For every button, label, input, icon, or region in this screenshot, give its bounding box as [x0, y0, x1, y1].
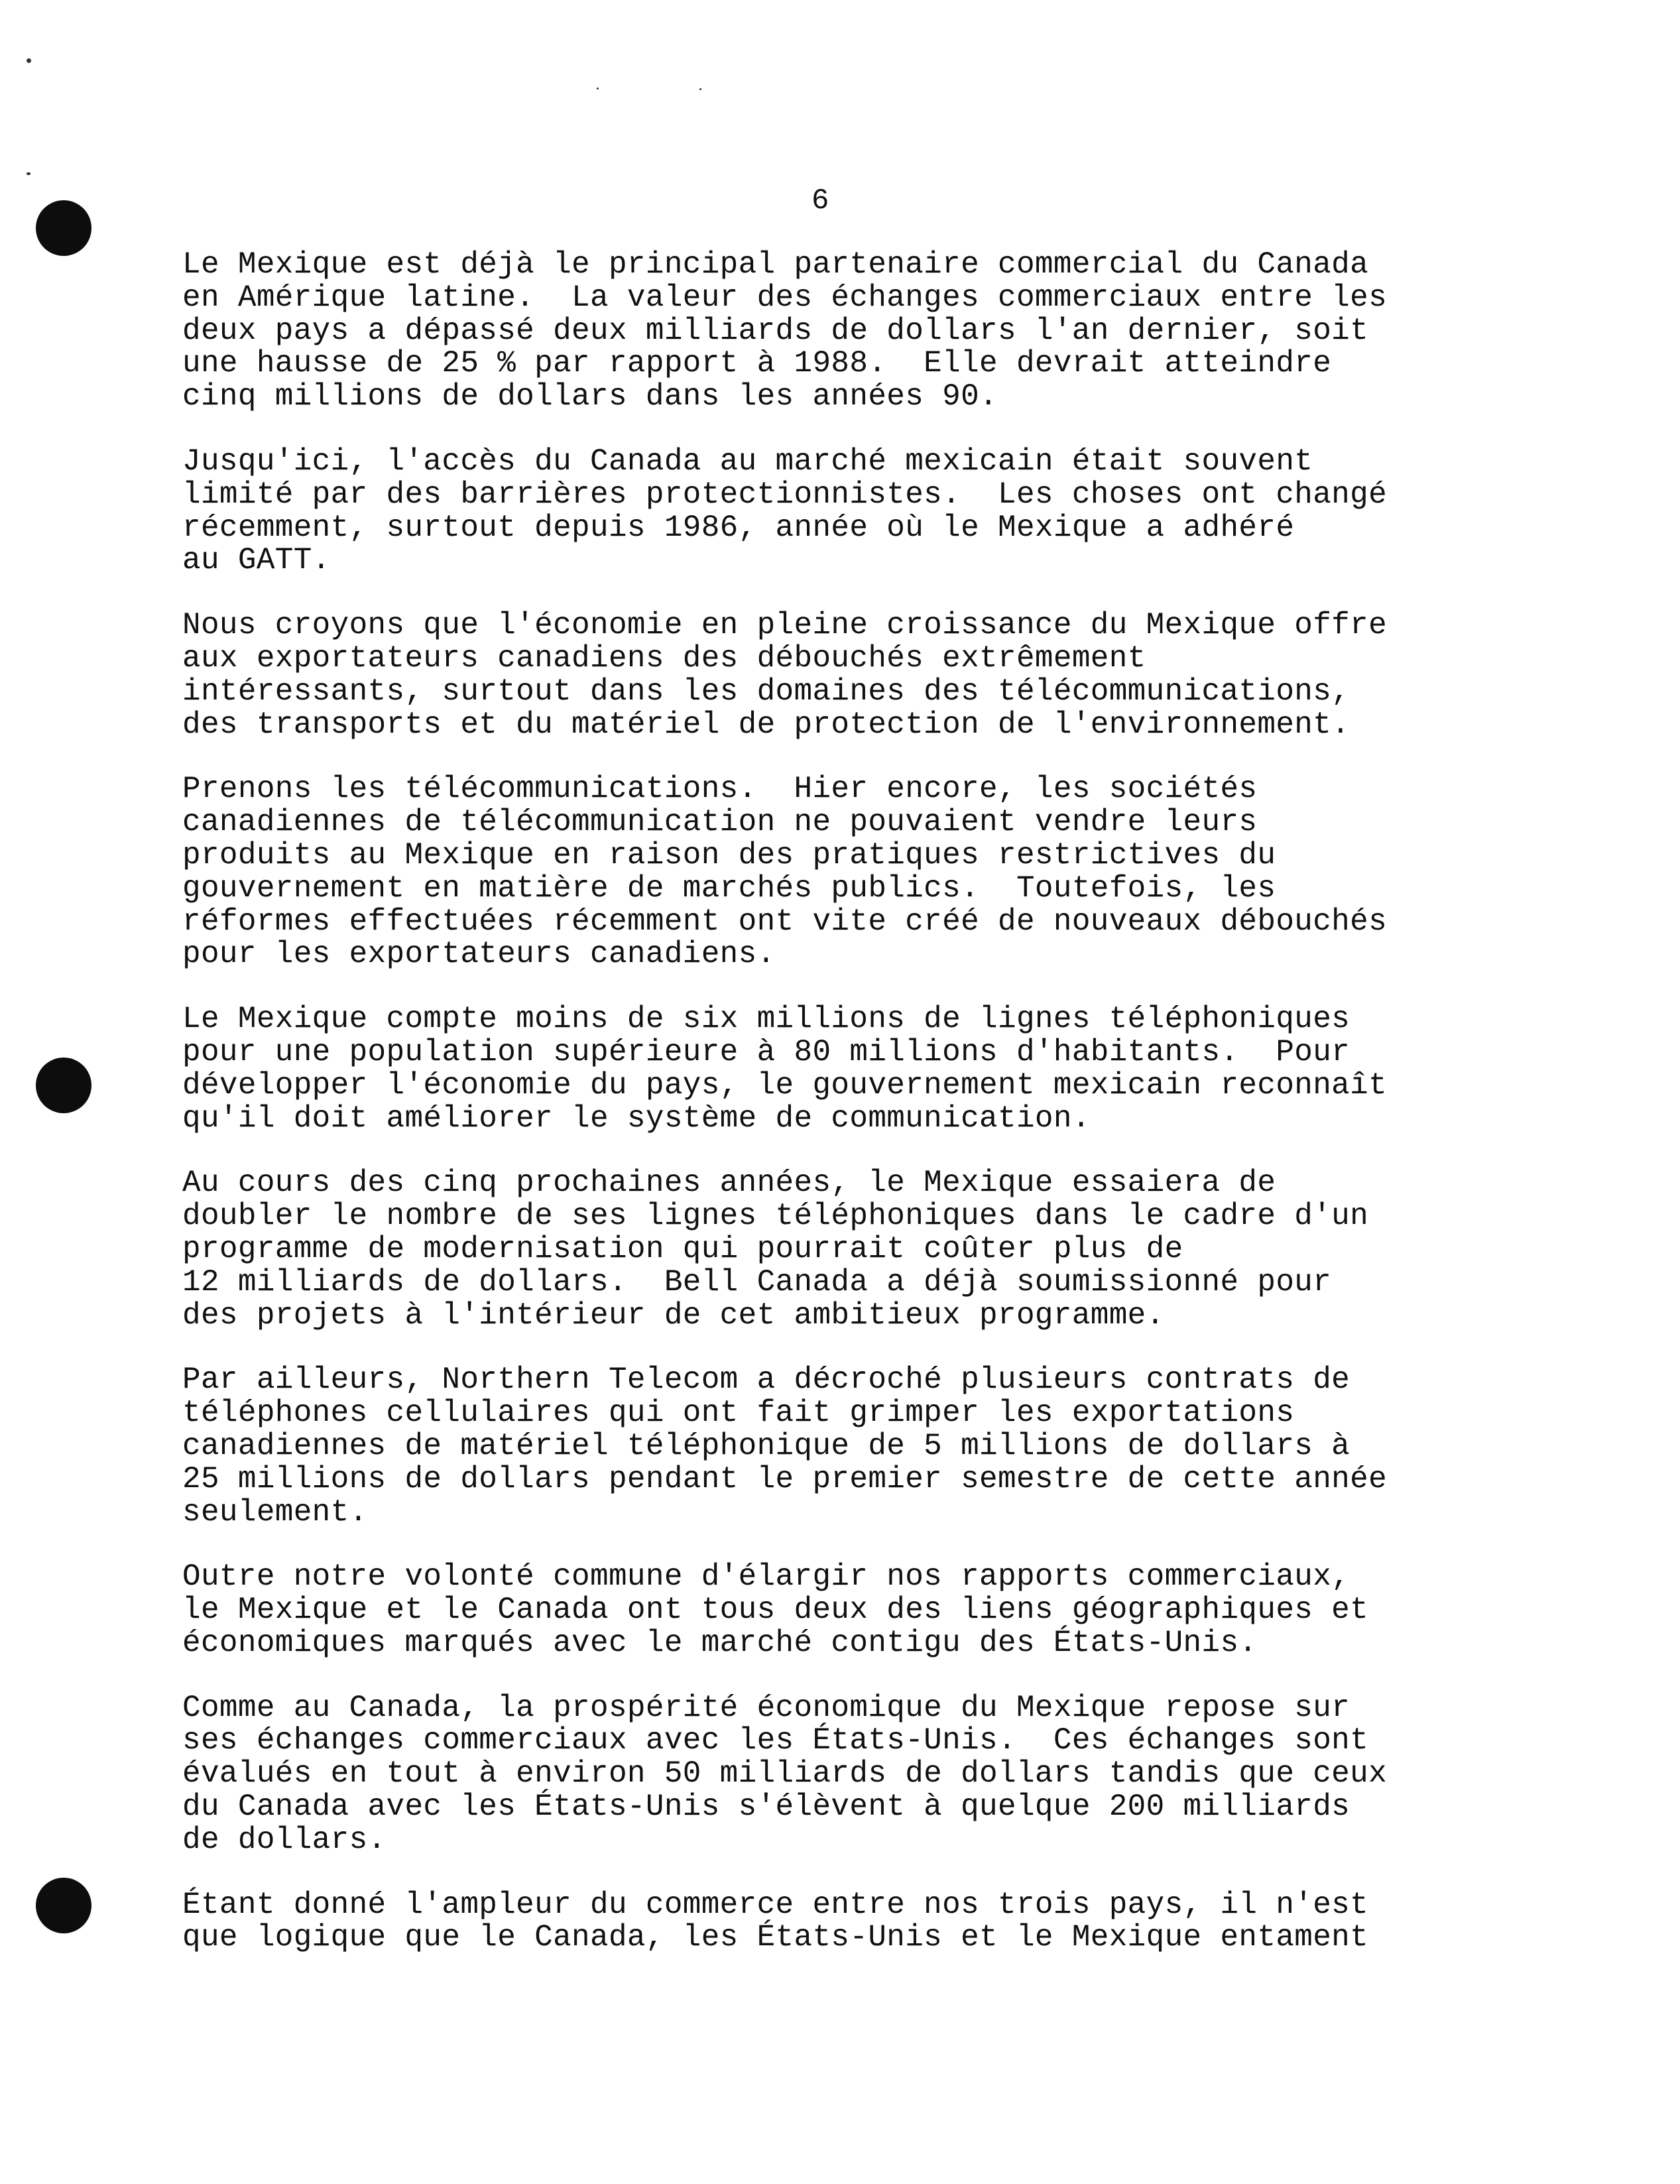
page-number: 6 — [811, 184, 829, 217]
paragraph-8: Outre notre volonté commune d'élargir nos rapports commerciaux, le Mexique et le Canada ont tous deux des liens géographiques et économiques marqués avec le marché contigu des États-Unis. — [182, 1559, 1369, 1660]
paragraph-5: Le Mexique compte moins de six millions de lignes téléphoniques pour une population supérieure à 80 millions d'habitants. Pour développer l'économie du pays, le gouvernement mexicain reconnaît qu'il doit améliorer le système de communication. — [182, 1002, 1388, 1136]
paragraph-3: Nous croyons que l'économie en pleine croissance du Mexique offre aux exportateurs canadiens des débouchés extrêmement intéressants, surtout dans les domaines des télécommunications, des transports et du matériel de protection de l'environnement. — [182, 608, 1388, 742]
scan-speck — [27, 58, 31, 63]
paragraph-10: Étant donné l'ampleur du commerce entre nos trois pays, il n'est que logique que le Canada, les États-Unis et le Mexique entament — [182, 1887, 1369, 1955]
punch-hole — [36, 1058, 91, 1113]
paragraph-9: Comme au Canada, la prospérité économique du Mexique repose sur ses échanges commerciaux avec les États-Unis. Ces échanges sont évalués en tout à environ 50 milliards de dollars tandis que ceux du Canada avec les États-Unis s'élèvent à quelque 200 milliards de dollars. — [182, 1690, 1388, 1857]
punch-hole — [36, 1878, 91, 1933]
paragraph-1: Le Mexique est déjà le principal partenaire commercial du Canada en Amérique latine. La valeur des échanges commerciaux entre les deux pays a dépassé deux milliards de dollars l'an dernier, soit une hausse de 25 % par rapport à 1988. Elle devrait atteindre cinq millions de dollars dans les années 90. — [182, 247, 1388, 414]
body-text — [182, 249, 1508, 1986]
scan-speck — [27, 172, 30, 175]
paragraph-4: Prenons les télécommunications. Hier encore, les sociétés canadiennes de télécommunication ne pouvaient vendre leurs produits au Mexique en raison des pratiques restrictives du gouvernement en matière de marchés publics. Toutefois, les réformes effectuées récemment ont vite créé de nouveaux débouchés pour les exportateurs canadiens. — [182, 772, 1388, 972]
paragraph-2: Jusqu'ici, l'accès du Canada au marché mexicain était souvent limité par des barrières protectionnistes. Les choses ont changé récemment, surtout depuis 1986, année où le Mexique a adhéré au GATT. — [182, 444, 1388, 578]
scan-speck — [597, 88, 599, 90]
paragraph-7: Par ailleurs, Northern Telecom a décroché plusieurs contrats de téléphones cellulaires qui ont fait grimper les exportations canadiennes de matériel téléphonique de 5 millions de dollars à 25 millions de dollars pendant le premier semestre de cette année seulement. — [182, 1363, 1388, 1530]
punch-hole — [36, 200, 91, 256]
scan-speck — [699, 88, 701, 90]
paragraph-6: Au cours des cinq prochaines années, le Mexique essaiera de doubler le nombre de ses lignes téléphoniques dans le cadre d'un programme de modernisation qui pourrait coûter plus de 12 milliards de dollars. Bell Canada a déjà soumissionné pour des projets à l'intérieur de cet ambitieux programme. — [182, 1166, 1369, 1333]
